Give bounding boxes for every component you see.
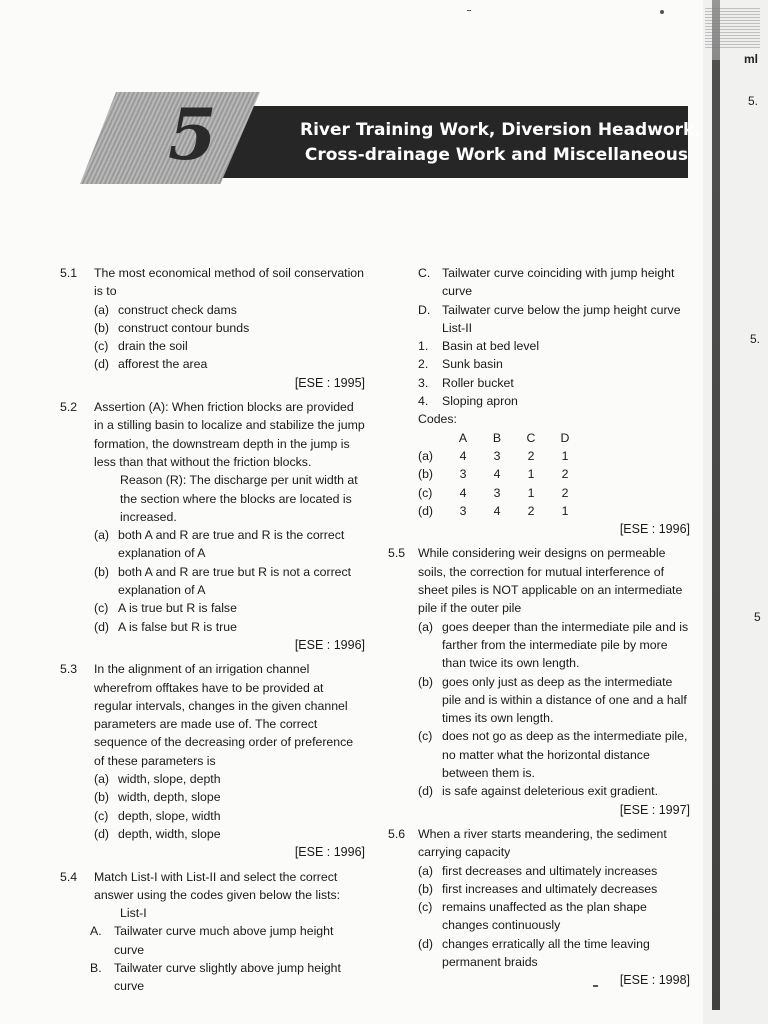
codes-row-label: (a) — [418, 448, 434, 463]
item-text: Tailwater curve coinciding with jump height curve — [442, 266, 675, 299]
option-text: depth, slope, width — [118, 808, 221, 823]
question-number: 5.3 — [60, 662, 78, 677]
question-5-4 — [60, 868, 365, 996]
option-text: width, depth, slope — [118, 790, 221, 805]
item-label: D. — [418, 302, 431, 317]
adjacent-page-text: 5. — [748, 94, 759, 108]
option-label: (c) — [94, 601, 109, 616]
codes-cell: 3 — [459, 503, 467, 518]
item-text: Tailwater curve much above jump height curve — [114, 924, 334, 957]
codes-row-label: (d) — [418, 503, 434, 518]
option-label: (d) — [94, 619, 110, 634]
option-b — [418, 880, 690, 898]
question-number: 5.1 — [60, 266, 78, 280]
option-c — [94, 807, 365, 825]
codes-row — [418, 484, 582, 502]
question-number: 5.2 — [60, 400, 78, 415]
option-d — [94, 618, 365, 636]
option-text: does not go as deep as the intermediate pile, no matter what the horizontal distance between them is. — [442, 729, 688, 781]
codes-cell: 3 — [493, 448, 501, 463]
list-2-item-3 — [418, 374, 690, 392]
option-b — [94, 788, 365, 806]
codes-cell: 4 — [493, 503, 501, 518]
item-label: 4. — [418, 394, 429, 409]
question-5-6 — [388, 825, 690, 990]
question-5-2 — [60, 398, 365, 654]
item-text: Sunk basin — [442, 357, 503, 372]
codes-cell: 4 — [459, 448, 467, 463]
item-text: Basin at bed level — [442, 339, 540, 354]
option-c — [94, 599, 365, 617]
option-b — [418, 673, 690, 728]
option-text: first decreases and ultimately increases — [442, 863, 658, 878]
option-d — [94, 355, 365, 373]
option-text: remains unaffected as the plan shape changes continuously — [442, 900, 647, 933]
chapter-title-line2: Cross-drainage Work and Miscellaneous — [304, 145, 688, 165]
option-label: (b) — [418, 674, 434, 689]
codes-row-label: (b) — [418, 467, 434, 482]
codes-row — [418, 447, 582, 465]
list-1-heading: List-I — [120, 906, 147, 921]
codes-cell: 3 — [493, 485, 501, 500]
option-label: (b) — [94, 320, 110, 335]
option-text: first increases and ultimately decreases — [442, 881, 658, 896]
adjacent-page-text: 5. — [750, 332, 761, 346]
list-1-item-d — [418, 301, 690, 319]
option-text: A is true but R is false — [118, 601, 237, 616]
codes-label: Codes: — [418, 412, 457, 427]
question-number: 5.4 — [60, 869, 78, 884]
list-2-item-1 — [418, 337, 690, 355]
option-b — [94, 319, 365, 337]
list-1-item-c — [418, 264, 690, 301]
list-2-heading: List-II — [442, 320, 473, 335]
question-number: 5.6 — [388, 826, 406, 841]
codes-cell: 1 — [527, 467, 535, 482]
item-label: C. — [418, 266, 431, 280]
reason-text: Reason (R): The discharge per unit width at the section where the blocks are located is increased. — [120, 473, 358, 524]
option-text: goes only just as deep as the intermediate pile and is within a distance of one and a half times its own length. — [442, 674, 687, 726]
option-text: depth, width, slope — [118, 826, 221, 841]
option-d — [418, 782, 690, 800]
option-a — [418, 618, 690, 673]
option-text: goes deeper than the intermediate pile and is farther from the intermediate pile by more than twice its own length. — [442, 619, 689, 671]
item-label: A. — [90, 924, 102, 939]
option-a — [94, 301, 365, 319]
codes-row — [418, 465, 582, 483]
codes-row — [418, 502, 582, 520]
list-1-item-b — [90, 959, 365, 996]
binding-shadow — [712, 0, 720, 1010]
option-text: drain the soil — [118, 339, 188, 354]
option-label: (a) — [418, 619, 434, 634]
option-a — [94, 526, 365, 563]
question-text: In the alignment of an irrigation channel wherefrom offtakes have to be provided at regular intervals, changes in the given channel parameters are made use of. The correct sequence of the decreasing order of preference of these parameters is — [94, 662, 354, 768]
codes-row-label: (c) — [418, 485, 433, 500]
option-label: (b) — [94, 790, 110, 805]
question-5-4-continued — [388, 264, 690, 538]
option-label: (a) — [94, 528, 110, 543]
codes-header-cell: C — [526, 430, 536, 445]
chapter-title — [300, 118, 701, 168]
option-label: (a) — [94, 302, 110, 317]
question-5-3 — [60, 660, 365, 861]
option-text: construct check dams — [118, 302, 237, 317]
option-text: is safe against deleterious exit gradient. — [442, 784, 659, 799]
question-text: While considering weir designs on permeable soils, the correction for mutual interference of sheet piles is NOT applicable on an intermediate pile if the outer pile — [418, 546, 683, 616]
list-1-item-a — [90, 922, 365, 959]
codes-cell: 2 — [561, 467, 569, 482]
item-label: 1. — [418, 339, 429, 354]
exam-tag: [ESE : 1996] — [294, 845, 365, 860]
option-a — [94, 770, 365, 788]
chapter-title-line1: River Training Work, Diversion Headwork, — [300, 120, 701, 140]
adjacent-page-text: 5 — [754, 610, 761, 624]
item-text: Sloping apron — [442, 394, 518, 409]
item-text: Tailwater curve slightly above jump height curve — [114, 960, 341, 994]
codes-cell: 2 — [527, 448, 535, 463]
option-text: A is false but R is true — [118, 619, 237, 634]
exam-tag: [ESE : 1998] — [619, 973, 690, 988]
scan-speck — [467, 10, 471, 11]
question-number: 5.5 — [388, 546, 406, 561]
option-text: width, slope, depth — [118, 772, 221, 787]
option-label: (c) — [418, 900, 433, 915]
option-c — [418, 898, 690, 935]
left-column — [60, 264, 365, 1002]
option-d — [94, 825, 365, 843]
exam-tag: [ESE : 1995] — [294, 375, 365, 390]
question-text: The most economical method of soil conservation is to — [94, 266, 364, 299]
option-c — [94, 337, 365, 355]
codes-header-cell: A — [458, 430, 468, 445]
codes-header-cell: D — [560, 430, 570, 445]
option-text: construct contour bunds — [118, 320, 250, 335]
option-label: (a) — [94, 772, 110, 787]
item-text: Roller bucket — [442, 375, 514, 390]
chapter-number: 5 — [168, 93, 217, 176]
option-label: (c) — [418, 729, 433, 744]
codes-cell: 1 — [561, 503, 569, 518]
item-label: B. — [90, 960, 102, 975]
question-5-1 — [60, 264, 365, 392]
item-label: 2. — [418, 357, 429, 372]
codes-cell: 4 — [493, 467, 501, 482]
codes-cell: 3 — [459, 467, 467, 482]
question-5-5 — [388, 544, 690, 818]
codes-header-cell: B — [492, 430, 502, 445]
option-text: afforest the area — [118, 357, 208, 372]
exam-tag: [ESE : 1997] — [619, 802, 690, 817]
scan-speck — [593, 985, 598, 987]
right-column — [388, 264, 690, 996]
option-c — [418, 727, 690, 782]
assertion-text: Assertion (A): When friction blocks are provided in a stilling basin to localize and stabilize the jump formation, the downstream depth in the jump is less than that without the friction blocks. — [94, 400, 365, 469]
option-text: changes erratically all the time leaving permanent braids — [442, 936, 650, 969]
item-text: Tailwater curve below the jump height curve — [442, 302, 681, 317]
option-d — [418, 935, 690, 972]
option-label: (d) — [94, 357, 110, 372]
option-label: (d) — [418, 936, 434, 951]
option-b — [94, 563, 365, 600]
option-text: both A and R are true and R is the correct explanation of A — [118, 528, 345, 561]
codes-section — [418, 410, 690, 520]
codes-header-row — [418, 429, 582, 447]
option-label: (a) — [418, 863, 434, 878]
codes-cell: 1 — [561, 448, 569, 463]
list-2-item-2 — [418, 355, 690, 373]
item-label: 3. — [418, 375, 429, 390]
question-text: When a river starts meandering, the sediment carrying capacity — [418, 826, 667, 860]
exam-tag: [ESE : 1996] — [619, 522, 690, 537]
codes-table — [418, 429, 582, 520]
codes-cell: 2 — [527, 503, 535, 518]
adjacent-page-text: ml — [744, 52, 759, 66]
option-a — [418, 862, 690, 880]
codes-cell: 4 — [459, 485, 467, 500]
exam-tag: [ESE : 1996] — [294, 637, 365, 652]
option-label: (b) — [418, 881, 434, 896]
option-label: (d) — [94, 826, 110, 841]
option-text: both A and R are true but R is not a correct explanation of A — [118, 564, 352, 598]
codes-cell: 2 — [561, 485, 569, 500]
question-text: Match List-I with List-II and select the correct answer using the codes given below the lists: — [94, 869, 341, 902]
option-label: (c) — [94, 808, 109, 823]
option-label: (c) — [94, 339, 109, 354]
option-label: (b) — [94, 564, 110, 579]
codes-cell: 1 — [527, 485, 535, 500]
option-label: (d) — [418, 784, 434, 799]
scan-speck — [660, 10, 664, 14]
list-2-item-4 — [418, 392, 690, 410]
